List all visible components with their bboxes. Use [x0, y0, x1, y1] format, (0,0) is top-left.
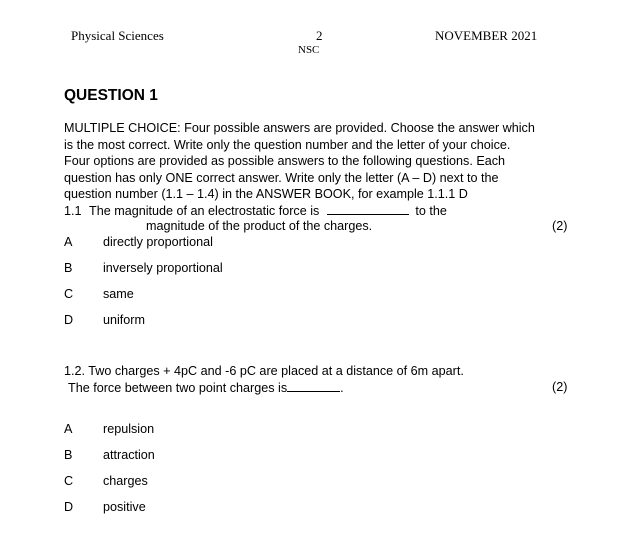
q2-answer-blank [287, 380, 340, 392]
q1-answer-blank [327, 203, 409, 215]
q2-option-text-d: positive [103, 500, 146, 514]
q1-option-text-d: uniform [103, 313, 145, 327]
question-title: QUESTION 1 [64, 87, 158, 104]
q1-option-letter-d: D [64, 313, 74, 327]
q1-option-letter-a: A [64, 235, 73, 249]
q1-option-text-b: inversely proportional [103, 261, 223, 275]
q2-option-letter-c: C [64, 474, 74, 488]
q2-option-letter-b: B [64, 448, 73, 462]
q1-stem-part1: The magnitude of an electrostatic force is [89, 204, 320, 218]
header-subject: Physical Sciences [71, 28, 164, 43]
q2-option-text-a: repulsion [103, 422, 155, 436]
header-page-number: 2 [316, 28, 323, 43]
q1-stem-line1 [64, 203, 447, 218]
instruction-line: is the most correct. Write only the question number and the letter of your choice. [64, 137, 511, 152]
q2-stem-line2 [68, 380, 344, 395]
q1-option-letter-c: C [64, 287, 74, 301]
instruction-line: Four options are provided as possible answers to the following questions. Each [64, 154, 506, 169]
q2-marks: (2) [552, 380, 568, 394]
header-board: NSC [298, 44, 320, 56]
q1-option-text-c: same [103, 287, 134, 301]
q1-stem-line2: magnitude of the product of the charges. [146, 219, 373, 233]
q1-stem-part2: to the [415, 204, 447, 218]
q2-option-text-c: charges [103, 474, 148, 488]
q2-option-letter-a: A [64, 422, 73, 436]
instruction-line: question has only ONE correct answer. Write only the letter (A – D) next to the [64, 170, 499, 185]
q2-option-text-b: attraction [103, 448, 155, 462]
q2-stem-prefix: The force between two point charges is [68, 381, 288, 395]
instruction-line: MULTIPLE CHOICE: Four possible answers are provided. Choose the answer which [64, 121, 535, 135]
q2-stem-line1: 1.2. Two charges + 4pC and -6 pC are placed at a distance of 6m apart. [64, 364, 464, 378]
header-date: NOVEMBER 2021 [435, 28, 538, 43]
instructions-block [64, 120, 584, 203]
q2-stem-suffix: . [340, 381, 344, 395]
instruction-line: question number (1.1 – 1.4) in the ANSWER BOOK, for example 1.1.1 D [64, 187, 468, 202]
q1-option-text-a: directly proportional [103, 235, 213, 249]
q1-marks: (2) [552, 219, 568, 233]
q2-option-letter-d: D [64, 500, 74, 514]
q1-option-letter-b: B [64, 261, 73, 275]
q1-number: 1.1 [64, 204, 82, 218]
